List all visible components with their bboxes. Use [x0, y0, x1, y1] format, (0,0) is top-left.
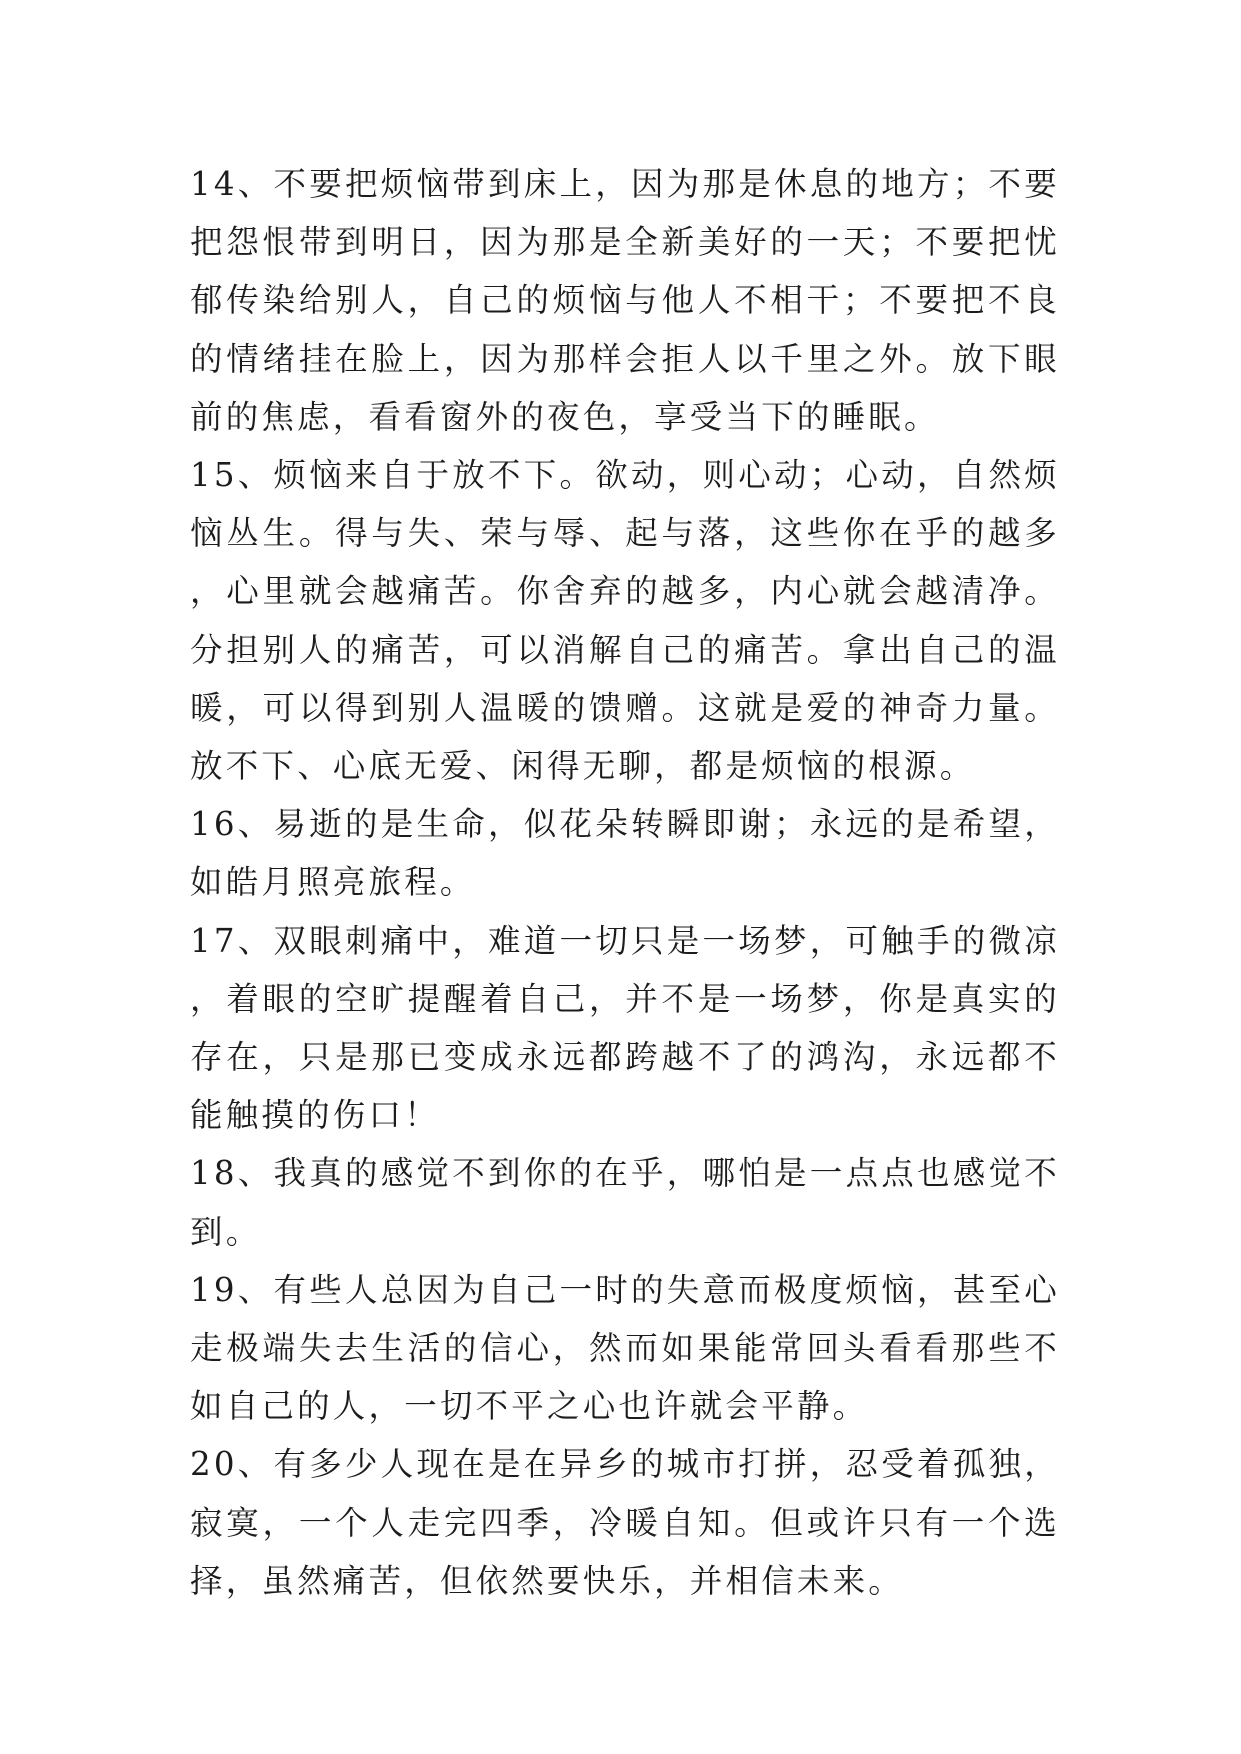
paragraph-18: 18、我真的感觉不到你的在乎，哪怕是一点点也感觉不到。 [190, 1154, 1060, 1251]
paragraph-17: 17、双眼刺痛中，难道一切只是一场梦，可触手的微凉，着眼的空旷提醒着自己，并不是一场梦，你是真实的存在，只是那已变成永远都跨越不了的鸿沟，永远都不能触摸的伤口！ [190, 921, 1060, 1135]
document-body [190, 155, 1060, 1610]
paragraph-15: 15、烦恼来自于放不下。欲动，则心动；心动，自然烦恼丛生。得与失、荣与辱、起与落，这些你在乎的越多，心里就会越痛苦。你舍弃的越多，内心就会越清净。分担别人的痛苦，可以消解自己的痛苦。拿出自己的温暖，可以得到别人温暖的馈赠。这就是爱的神奇力量。放不下、心底无爱、闲得无聊，都是烦恼的根源。 [190, 456, 1060, 786]
paragraph-14: 14、不要把烦恼带到床上，因为那是休息的地方；不要把怨恨带到明日，因为那是全新美好的一天；不要把忧郁传染给别人，自己的烦恼与他人不相干；不要把不良的情绪挂在脸上，因为那样会拒人以千里之外。放下眼前的焦虑，看看窗外的夜色，享受当下的睡眠。 [190, 165, 1060, 436]
paragraph-20: 20、有多少人现在是在异乡的城市打拼，忍受着孤独，寂寞，一个人走完四季，冷暖自知。但或许只有一个选择，虽然痛苦，但依然要快乐，并相信未来。 [190, 1445, 1060, 1600]
paragraph-16: 16、易逝的是生命，似花朵转瞬即谢；永远的是希望，如皓月照亮旅程。 [190, 805, 1060, 902]
paragraph-19: 19、有些人总因为自己一时的失意而极度烦恼，甚至心走极端失去生活的信心，然而如果能常回头看看那些不如自己的人，一切不平之心也许就会平静。 [190, 1270, 1060, 1426]
